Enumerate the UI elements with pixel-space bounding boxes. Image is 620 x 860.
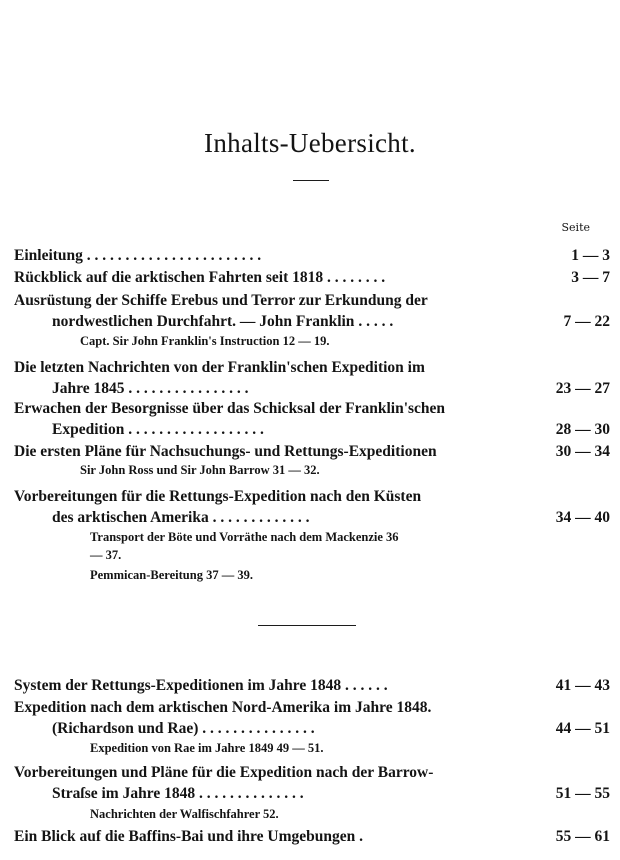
toc-entry <box>14 245 610 266</box>
entry-pages: 1 — 3 <box>571 247 610 264</box>
entry-pages: 28 — 30 <box>555 421 610 438</box>
entry-text: Vorbereitungen und Pläne für die Expedition nach der Barrow- <box>14 764 434 781</box>
toc-subentry: Expedition von Rae im Jahre 1849 49 — 51. <box>90 741 324 755</box>
toc-entry <box>14 675 610 696</box>
entry-pages: 34 — 40 <box>555 509 610 526</box>
leader-dots: . . . . . . . . . . . . . . . . <box>128 380 249 397</box>
toc-entry <box>14 486 610 528</box>
leader-dots: . . . . . . . . <box>327 269 386 286</box>
entry-text: Die letzten Nachrichten von der Franklin'schen Expedition im <box>14 359 425 376</box>
toc-subentry: Sir John Ross und Sir John Barrow 31 — 32. <box>80 463 320 477</box>
leader-dots: . . . . . . . . . . . . . <box>212 509 310 526</box>
entry-pages: 30 — 34 <box>555 443 610 460</box>
toc-subentry: — 37. <box>90 548 122 562</box>
page-column-label: Seite <box>561 221 590 234</box>
entry-text: Einleitung <box>14 247 83 264</box>
entry-pages: 55 — 61 <box>555 828 610 845</box>
toc-entry <box>14 441 610 462</box>
entry-pages: 51 — 55 <box>555 785 610 802</box>
leader-dots: . . . . . . . . . . . . . . . . . . . . . . . <box>86 247 262 264</box>
entry-text-continued: Expedition <box>52 421 125 438</box>
entry-text: Die ersten Pläne für Nachsuchungs- und Rettungs-Expeditionen <box>14 443 437 460</box>
entry-pages: 23 — 27 <box>555 380 610 397</box>
toc-entry <box>14 267 610 288</box>
leader-dots: . . . . . . . . . . . . . . <box>198 785 304 802</box>
entry-text: Expedition nach dem arktischen Nord-Amerika im Jahre 1848. <box>14 699 432 716</box>
toc-subentry: Pemmican-Bereitung 37 — 39. <box>90 568 253 582</box>
entry-text-continued: nordwestlichen Durchfahrt. — John Franklin <box>52 313 355 330</box>
entry-pages: 3 — 7 <box>571 269 610 286</box>
toc-subentry: Transport der Böte und Vorräthe nach dem Mackenzie 36 <box>90 530 399 544</box>
entry-text-continued: (Richardson und Rae) <box>52 720 199 737</box>
entry-text: Ausrüstung der Schiffe Erebus und Terror zur Erkundung der <box>14 292 428 309</box>
toc-entry <box>14 826 610 847</box>
toc-entry <box>14 697 610 739</box>
toc-entry <box>14 357 610 399</box>
entry-text-continued: Straſse im Jahre 1848 <box>52 785 196 802</box>
entry-text: Ein Blick auf die Baffins-Bai und ihre Umgebungen <box>14 828 356 845</box>
entry-text: System der Rettungs-Expeditionen im Jahre 1848 <box>14 677 342 694</box>
leader-dots: . . . . . . <box>344 677 388 694</box>
toc-entry <box>14 762 610 804</box>
entry-pages: 7 — 22 <box>563 313 610 330</box>
entry-pages: 44 — 51 <box>555 720 610 737</box>
entry-text: Vorbereitungen für die Rettungs-Expedition nach den Küsten <box>14 488 422 505</box>
entry-text: Erwachen der Besorgnisse über das Schicksal der Franklin'schen <box>14 400 446 417</box>
entry-text-continued: des arktischen Amerika <box>52 509 209 526</box>
title-rule <box>293 180 329 181</box>
entry-pages: 41 — 43 <box>555 677 610 694</box>
leader-dots: . . . . . . . . . . . . . . . . . . <box>128 421 264 438</box>
leader-dots: . . . . . <box>358 313 394 330</box>
entry-text: Rückblick auf die arktischen Fahrten seit 1818 <box>14 269 324 286</box>
section-rule <box>258 625 356 626</box>
toc-subentry: Capt. Sir John Franklin's Instruction 12 — 19. <box>80 334 330 348</box>
page-title: Inhalts-Uebersicht. <box>204 128 416 158</box>
leader-dots: . <box>359 828 363 845</box>
toc-subentry: Nachrichten der Walfischfahrer 52. <box>90 807 279 821</box>
entry-text-continued: Jahre 1845 <box>52 380 125 397</box>
leader-dots: . . . . . . . . . . . . . . . <box>202 720 315 737</box>
toc-entry <box>14 290 610 332</box>
toc-entry <box>14 398 610 440</box>
